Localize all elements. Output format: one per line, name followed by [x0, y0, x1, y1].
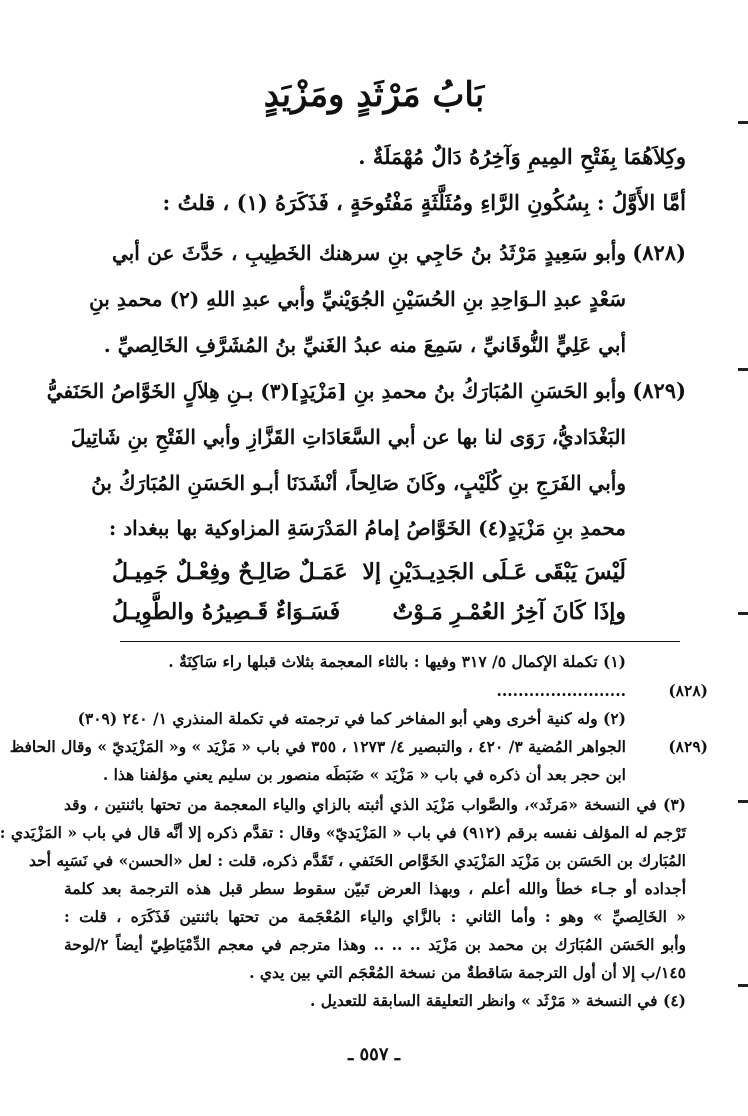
entry-828-line-2: سَعْدٍ عبدِ الـوَاحِدِ بنِ الحُسَيْنِ الجُوَيْنيِّ وأبي عبدِ اللهِ (٢) محمدِ بنِ [89, 287, 626, 311]
intro-line-1: وكِلاَهُمَا بِفَتْحِ المِيمِ وَآخِرُهُ دَالٌ مُهْمَلَةٌ . [358, 144, 686, 169]
entry-828-line-3: أبي عَلِيٍّ النُّوقَانيِّ ، سَمِعَ منه عبدُ الغَنيِّ بنُ المُشَرَّفِ الخَالِصيِّ . [103, 333, 626, 357]
footnote-4: (٤) في النسخة « مَرْثَد » وانظر التعليقة السابقة للتعديل . [310, 991, 686, 1010]
entry-829-line-2: البَغْدَاديُّ، رَوَى لنا بها عن أبي السَّعَادَاتِ القَزَّازِ وأبي الفَتْحِ بنِ شَاتِيلَ [70, 425, 626, 449]
verse-1-first-hemistich: لَيْسَ يَبْقَى عَـلَى الجَدِيـدَيْنِ إلا [362, 559, 626, 585]
scan-margin-mark [738, 800, 748, 803]
intro-line-2: أمَّا الأَوَّلُ : بِسُكُونِ الرَّاءِ ومُثَلَّثَةٍ مَفْتُوحَةٍ ، فَذَكَرَهُ (١) ، قلتُ : [162, 190, 686, 215]
footnote-3-line-3: المُبَارك بن الحَسَن بن مَزْيَد المَزْيَدي الخَوَّاص الحَنَفي ، تَقَدَّم ذكره، قلت : لعل «الحسن» في نَسَبِه أحد [28, 851, 686, 870]
entry-828-line-1: وأبو سَعِيدٍ مَرْثَدُ بنُ حَاجِي بنِ سرهنك الخَطِيبِ ، حَدَّثَ عن أبي [112, 241, 626, 265]
footnote-entry-828-dots: ........................ [496, 681, 626, 700]
footnote-entry-829-line-2: ابن حجر بعد أن ذكره في باب « مَزْيَد » ضَبَطَه منصور بن سليم يعني مؤلفنا هذا . [102, 765, 626, 784]
entry-829-line-1: وأبو الحَسَنِ المُبَارَكُ بنُ محمدِ بنِ [مَزْيَدٍ](٣) بـنِ هِلاَلٍ الخَوَّاصُ الحَنَفيُّ [46, 379, 626, 403]
scan-margin-mark [738, 121, 748, 124]
footnote-entry-829-number: (٨٢٩) [668, 737, 708, 756]
entry-number-829: (٨٢٩) [632, 378, 686, 403]
chapter-title: بَابُ مَرْثَدٍ ومَزْيَدٍ [263, 75, 485, 115]
scan-margin-mark [738, 612, 748, 615]
scan-margin-mark [738, 984, 748, 987]
footnote-3-line-5: « الخَالِصيِّ » وهو : وأما الثاني : بالزَّاي والياء المُعْجَمة من تحتها باثنتين فَذَكَرَه ، قلت : [64, 907, 686, 926]
footnote-3-line-6: وأبو الحَسَن المُبَارَك بن محمد بن مَزْيَد .. .. .. وهذا مترجم في معجم الدِّمْيَاطِيّ أيضاً ٢/لوحة [64, 935, 686, 954]
verse-2-second-hemistich: فَسَـوَاءٌ قَـصِيرُهُ والطَّوِيـلُ [112, 599, 341, 625]
verse-1-second-hemistich: عَمَـلٌ صَالِـحٌ وفِعْـلٌ جَمِيـلُ [112, 559, 348, 585]
entry-number-828: (٨٢٨) [632, 240, 686, 265]
page-number: ـ ٥٥٧ ـ [347, 1044, 401, 1065]
entry-829-line-4: محمدِ بنِ مَزْيَدٍ(٤) الخَوَّاصُ إمامُ المَدْرَسَةِ المزاوكية بها ببغداد : [108, 516, 626, 540]
footnote-3-line-4: أجداده أو جـاء خطأ والله أعلم ، وبهذا العرض تَبيّن سقوط سطر قبل هذه الترجمة بعد كلمة [64, 879, 686, 898]
scan-margin-mark [738, 368, 748, 371]
footnote-3-line-2: تَرْجم له المؤلف نفسه برقم (٩١٢) في باب « المَزْيَديّ» وقال : تقدَّم ذكره إلا أنَّه قال في باب « المَزْيَدي : [0, 823, 686, 842]
footnote-1: (١) تكملة الإكمال ٥/ ٣١٧ وفيها : بالثاء المعجمة بثلاث قبلها راء سَاكِنَةٌ . [168, 652, 626, 671]
verse-2-first-hemistich: وإذَا كَانَ آخِرُ العُمْـرِ مَـوْتٌ [392, 599, 626, 625]
entry-829-line-3: وأبي الفَرَجِ بنِ كُلَيْبٍ، وكَانَ صَالِحاً، أنْشَدَنَا أبـو الحَسَنِ المُبَارَكُ بنُ [91, 471, 626, 495]
footnote-3-line-1: (٣) في النسخة «مَرثَد»، والصَّواب مَزْيَد الذي أثبته بالزاي والياء المعجمة من تحتها باثنتين ، وقد [64, 795, 686, 814]
footnote-2: (٢) وله كنية أخرى وهي أبو المفاخر كما في ترجمته في تكملة المنذري ١/ ٢٤٠ (٣٠٩) [77, 709, 626, 728]
footnote-separator [120, 641, 680, 642]
footnote-entry-829-line-1: الجواهر المُضية ٣/ ٤٢٠ ، والتبصير ٤/ ١٢٧٣ ، ٣٥٥ في باب « مَزْيَد » و« المَزْيَديّ » وقال الحافظ [9, 737, 626, 756]
footnote-3-line-7: ١٤٥/ب إلا أن أول الترجمة سَاقطةٌ من نسخة المُعْجَم التي بين يدي . [249, 963, 686, 982]
footnote-entry-828-number: (٨٢٨) [668, 681, 708, 700]
